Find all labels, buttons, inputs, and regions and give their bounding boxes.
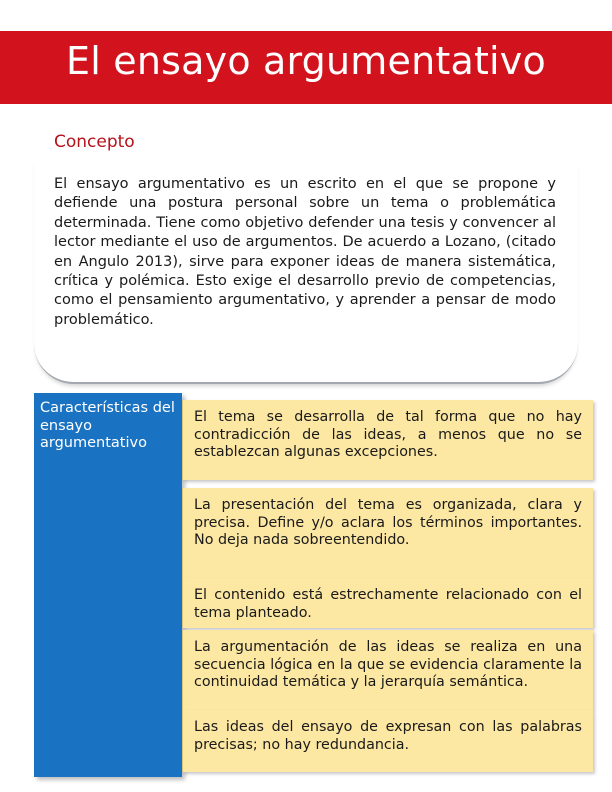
characteristic-text: El contenido está estrechamente relacionado con el tema planteado. <box>194 587 582 621</box>
characteristics-title: Características del ensayo argumentativo <box>40 400 175 451</box>
characteristic-card <box>182 400 593 480</box>
concept-heading: Concepto <box>54 132 135 152</box>
characteristic-card <box>182 488 593 578</box>
characteristic-text: El tema se desarrolla de tal forma que no hay contradicción de las ideas, a menos que no se establezcan algunas excepciones. <box>194 409 582 461</box>
page-title: El ensayo argumentativo <box>66 38 546 83</box>
characteristic-text: La argumentación de las ideas se realiza en una secuencia lógica en la que se evidencia claramente la continuidad temática y la jerarquía semántica. <box>194 639 582 691</box>
characteristic-card <box>182 710 593 772</box>
characteristic-card <box>182 578 593 628</box>
characteristic-card <box>182 630 593 710</box>
characteristic-text: La presentación del tema es organizada, clara y precisa. Define y/o aclara los términos importantes. No deja nada sobreentendido. <box>194 497 582 549</box>
title-banner <box>0 31 612 104</box>
concept-body: El ensayo argumentativo es un escrito en el que se propone y defiende una postura personal sobre un tema o problemática determinada. Tiene como objetivo defender una tesis y convencer al lector mediante el uso de argumentos. De acuerdo a Lozano, (citado en Angulo 2013), sirve para exponer ideas de manera sistemática, crítica y polémica. Esto exige el desarrollo previo de competencias, como el pensamiento argumentativo, y aprender a pensar de modo problemático. <box>54 176 556 328</box>
characteristic-text: Las ideas del ensayo de expresan con las palabras precisas; no hay redundancia. <box>194 719 582 753</box>
